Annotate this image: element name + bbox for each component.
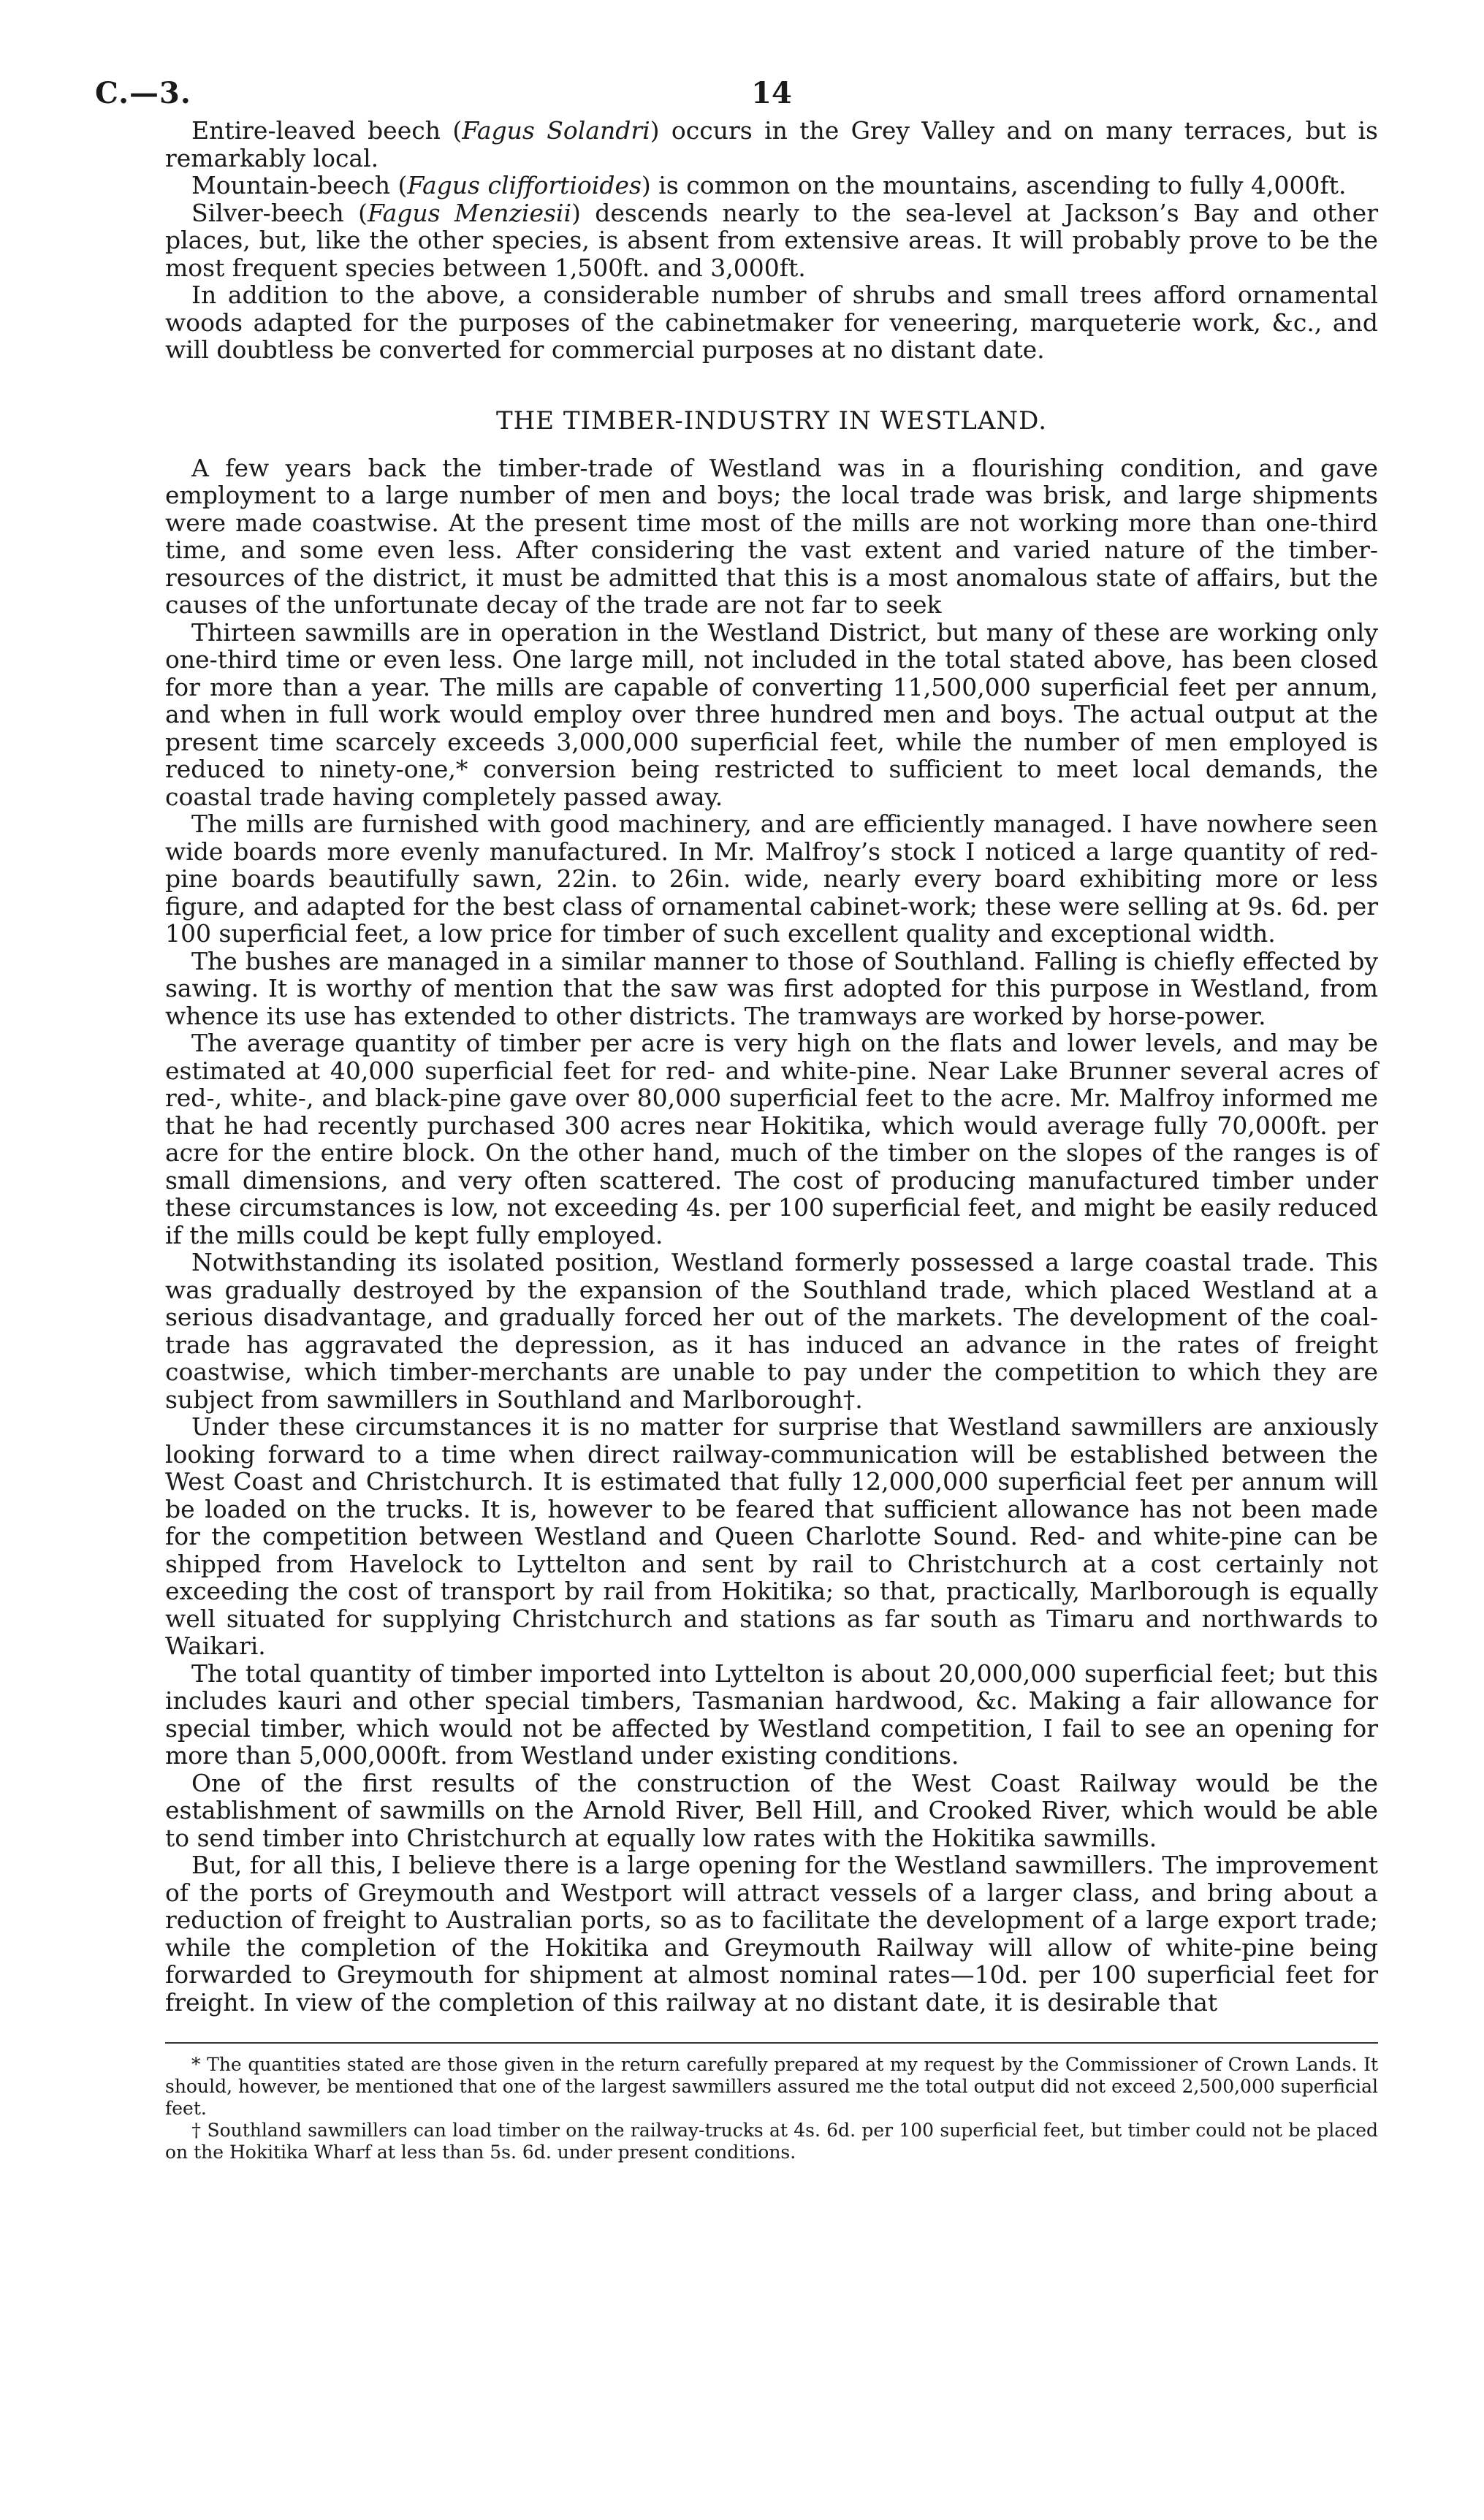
footnote: * The quantities stated are those given in the return carefully prepared at my request by the Commissioner of Crown Lands. It should, however, be mentioned that one of the largest sawmillers assured me the total output did not exceed 2,500,000 superficial feet.: [165, 2054, 1378, 2119]
paragraph: But, for all this, I believe there is a large opening for the Westland sawmillers. The improvement of the ports of Greymouth and Westport will attract vessels of a larger class, and bring about a reduction of freight to Australian ports, so as to facilitate the development of a large export trade; while the completion of the Hokitika and Greymouth Railway will allow of white-pine being forwarded to Greymouth for shipment at almost nominal rates—10d. per 100 superficial feet for freight. In view of the completion of this railway at no distant date, it is desirable that: [165, 1851, 1378, 2017]
timber-industry-section: [165, 454, 1378, 2017]
paragraph: Mountain-beech (Fagus cliffortioides) is common on the mountains, ascending to fully 4,000ft.: [191, 171, 1347, 199]
paragraph: Thirteen sawmills are in operation in the Westland District, but many of these are working only one-third time or even less. One large mill, not included in the total stated above, has been closed for more than a year. The mills are capable of converting 11,500,000 superficial feet per annum, and when in full work would employ over three hundred men and boys. The actual output at the present time scarcely exceeds 3,000,000 superficial feet, while the number of men employed is reduced to ninety-one,* conversion being restricted to sufficient to meet local demands, the coastal trade having completely passed away.: [165, 617, 1378, 811]
document-page: [95, 73, 1378, 2163]
paragraph: The bushes are managed in a similar manner to those of Southland. Falling is chiefly effected by sawing. It is worthy of mention that the saw was first adopted for this purpose in Westland, from whence its use has extended to other districts. The tramways are worked by horse-power.: [165, 946, 1378, 1030]
page-number: 14: [751, 76, 792, 110]
document-reference: C.—3.: [95, 76, 191, 110]
paragraph: Entire-leaved beech (Fagus Solandri) occurs in the Grey Valley and on many terraces, but is remarkably local.: [165, 116, 1378, 172]
footnote-divider: [165, 2042, 1378, 2044]
footnotes: [165, 2054, 1378, 2163]
paragraph: Notwithstanding its isolated position, Westland formerly possessed a large coastal trade. This was gradually destroyed by the expansion of the Southland trade, which placed Westland at a serious disadvantage, and gradually forced her out of the markets. The development of the coal-trade has aggravated the depression, as it has induced an advance in the rates of freight coastwise, which timber-merchants are unable to pay under the competition to which they are subject from sawmillers in Southland and Marlborough†.: [165, 1248, 1378, 1414]
section-heading: THE TIMBER-INDUSTRY IN WESTLAND.: [495, 406, 1048, 435]
paragraph: A few years back the timber-trade of Westland was in a flourishing condition, and gave employment to a large number of men and boys; the local trade was brisk, and large shipments were made coastwise. At the present time most of the mills are not working more than one-third time, and some even less. After considering the vast extent and varied nature of the timber-resources of the district, it must be admitted that this is a most anomalous state of affairs, but the causes of the unfortunate decay of the trade are not far to seek: [165, 453, 1378, 619]
footnote: † Southland sawmillers can load timber on the railway-trucks at 4s. 6d. per 100 superficial feet, but timber could not be placed on the Hokitika Wharf at less than 5s. 6d. under present conditions.: [165, 2120, 1378, 2163]
paragraph: The mills are furnished with good machinery, and are efficiently managed. I have nowhere seen wide boards more evenly manufactured. In Mr. Malfroy’s stock I noticed a large quantity of red-pine boards beautifully sawn, 22in. to 26in. wide, nearly every board exhibiting more or less figure, and adapted for the best class of ornamental cabinet-work; these were selling at 9s. 6d. per 100 superficial feet, a low price for timber of such excellent quality and exceptional width.: [165, 810, 1378, 948]
paragraph: The average quantity of timber per acre is very high on the flats and lower levels, and may be estimated at 40,000 superficial feet for red- and white-pine. Near Lake Brunner several acres of red-, white-, and black-pine gave over 80,000 superficial feet to the acre. Mr. Malfroy informed me that he had recently purchased 300 acres near Hokitika, which would average fully 70,000ft. per acre for the entire block. On the other hand, much of the timber on the slopes of the ranges is of small dimensions, and very often scattered. The cost of producing manufactured timber under these circumstances is low, not exceeding 4s. per 100 superficial feet, and might be easily reduced if the mills could be kept fully employed.: [165, 1029, 1378, 1249]
paragraph: One of the first results of the construction of the West Coast Railway would be the establishment of sawmills on the Arnold River, Bell Hill, and Crooked River, which would be able to send timber into Christchurch at equally low rates with the Hokitika sawmills.: [165, 1768, 1378, 1852]
paragraph: Under these circumstances it is no matter for surprise that Westland sawmillers are anxiously looking forward to a time when direct railway-communication will be established between the West Coast and Christchurch. It is estimated that fully 12,000,000 superficial feet per annum will be loaded on the trucks. It is, however to be feared that sufficient allowance has not been made for the competition between Westland and Queen Charlotte Sound. Red- and white-pine can be shipped from Havelock to Lyttelton and sent by rail to Christchurch at a cost certainly not exceeding the cost of transport by rail from Hokitika; so that, practically, Marlborough is equally well situated for supplying Christchurch and stations as far south as Timaru and northwards to Waikari.: [165, 1412, 1378, 1660]
paragraph: The total quantity of timber imported into Lyttelton is about 20,000,000 superficial feet; but this includes kauri and other special timbers, Tasmanian hardwood, &c. Making a fair allowance for special timber, which would not be affected by Westland competition, I fail to see an opening for more than 5,000,000ft. from Westland under existing conditions.: [165, 1659, 1378, 1770]
paragraph: In addition to the above, a considerable number of shrubs and small trees afford ornamental woods adapted for the purposes of the cabinetmaker for veneering, marqueterie work, &c., and will doubtless be converted for commercial purposes at no distant date.: [165, 281, 1378, 364]
intro-section: [165, 117, 1378, 364]
page-header: [95, 73, 1378, 117]
paragraph: Silver-beech (Fagus Menziesii) descends nearly to the sea-level at Jackson’s Bay and other places, but, like the other species, is absent from extensive areas. It will probably prove to be the most frequent species between 1,500ft. and 3,000ft.: [165, 198, 1378, 282]
